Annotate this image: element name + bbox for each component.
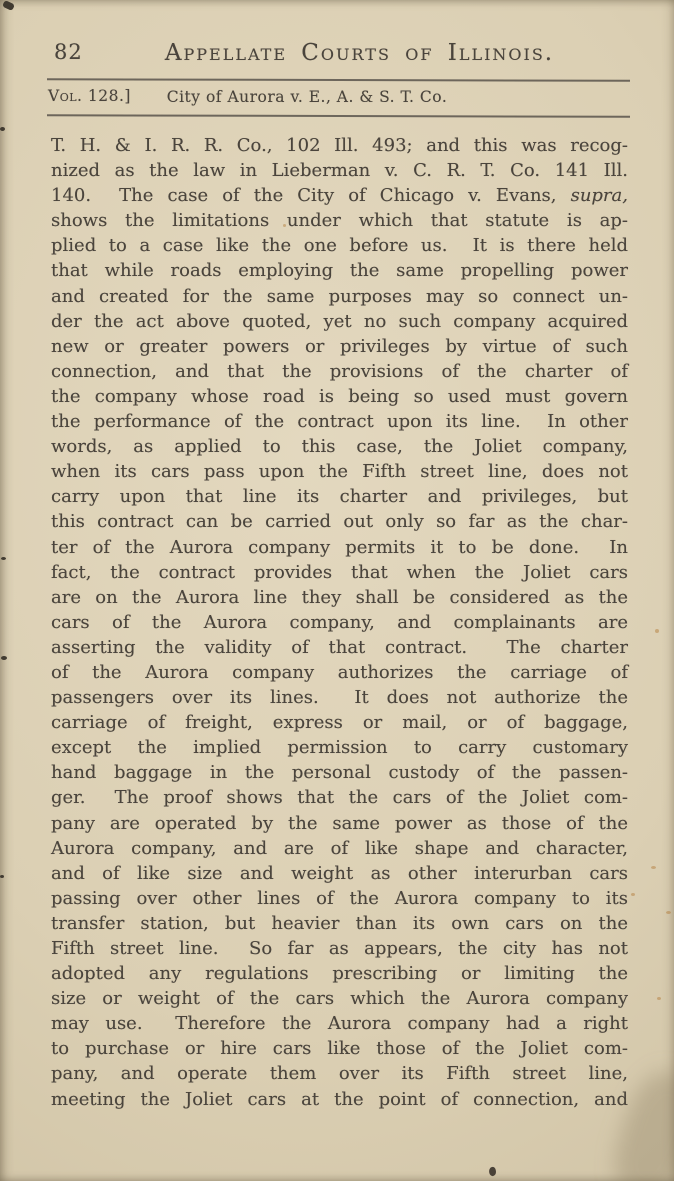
text-line: Aurora company, and are of like shape and character, — [51, 837, 628, 859]
text-line: Fifth street line. So far as appears, the city has not — [51, 938, 628, 959]
header-rule-bottom — [47, 114, 630, 118]
text-line: when its cars pass upon the Fifth street line, does not — [51, 461, 628, 483]
binding-mark — [2, 0, 15, 11]
text-line: size or weight of the cars which the Aurora company — [51, 988, 628, 1010]
text-line: passengers over its lines. It does not authorize the — [51, 687, 628, 709]
text-line: this contract can be carried out only so far as the char- — [51, 511, 628, 533]
foxing-spot — [631, 893, 635, 896]
text-line: adopted any regulations prescribing or limiting the — [51, 963, 628, 985]
text-line: carry upon that line its charter and privileges, but — [51, 486, 628, 508]
text-line: nized as the law in Lieberman v. C. R. T. Co. 141 Ill. — [51, 160, 628, 182]
text-line: of the Aurora company authorizes the carriage of — [51, 661, 628, 683]
foxing-spot — [666, 911, 671, 914]
text-line: except the implied permission to carry customary — [51, 737, 628, 759]
foxing-spot — [283, 224, 286, 227]
foxing-spot — [657, 997, 661, 1000]
text-line: shows the limitations under which that statute is ap- — [51, 210, 628, 232]
edge-speck — [1, 557, 6, 560]
text-line: connection, and that the provisions of the charter of — [51, 360, 628, 382]
text-line: and created for the same purposes may so connect un- — [51, 285, 628, 307]
text-line: may use. Therefore the Aurora company had a right — [51, 1013, 628, 1035]
text-line: passing over other lines of the Aurora company to its — [51, 887, 628, 909]
text-line: asserting the validity of that contract. The charter — [51, 636, 628, 658]
text-line: the company whose road is being so used must govern — [51, 385, 628, 407]
text-line: words, as applied to this case, the Joliet company, — [51, 436, 628, 458]
text-line: cars of the Aurora company, and complainants are — [51, 611, 628, 633]
text-line: the performance of the contract upon its line. In other — [51, 411, 628, 433]
edge-speck — [1, 656, 7, 660]
text-line: transfer station, but heavier than its own cars on the — [51, 912, 628, 934]
text-line: ter of the Aurora company permits it to be done. In — [51, 536, 628, 558]
text-line: hand baggage in the personal custody of the passen- — [51, 762, 628, 784]
foxing-spot — [651, 866, 656, 869]
text-line: are on the Aurora line they shall be considered as the — [51, 586, 628, 608]
text-line: new or greater powers or privileges by virtue of such — [51, 335, 628, 357]
edge-speck — [0, 127, 5, 131]
text-line: to purchase or hire cars like those of the Joliet com- — [51, 1038, 628, 1060]
text-line: meeting the Joliet cars at the point of connection, and — [51, 1088, 628, 1110]
case-title: City of Aurora v. E., A. & S. T. Co. — [166, 88, 448, 106]
header-rule-top — [47, 78, 630, 82]
text-line: fact, the contract provides that when the Joliet cars — [51, 561, 628, 583]
running-head: Appellate Courts of Illinois. — [164, 40, 555, 66]
page-number: 82 — [54, 40, 83, 64]
text-line: and of like size and weight as other interurban cars — [51, 862, 628, 884]
text-line: that while roads employing the same propelling power — [51, 260, 628, 282]
text-line: der the act above quoted, yet no such company acquired — [51, 310, 628, 332]
italic-citation: supra, — [570, 185, 628, 207]
ink-blot — [488, 1166, 497, 1177]
text-line: pany, and operate them over its Fifth street line, — [51, 1063, 628, 1085]
text-line: carriage of freight, express or mail, or of baggage, — [51, 712, 628, 734]
text-line: plied to a case like the one before us. It is there held — [51, 235, 628, 257]
body-text — [51, 133, 628, 1112]
foxing-spot — [655, 629, 659, 633]
text-line: 140. The case of the City of Chicago v. Evans, supra, — [51, 185, 628, 207]
edge-speck — [0, 875, 4, 878]
volume-label: Vol. 128.] — [48, 87, 131, 105]
text-line: ger. The proof shows that the cars of the Joliet com- — [51, 787, 628, 809]
text-line: pany are operated by the same power as those of the — [51, 812, 628, 834]
text-line: T. H. & I. R. R. Co., 102 Ill. 493; and this was recog- — [51, 135, 628, 156]
